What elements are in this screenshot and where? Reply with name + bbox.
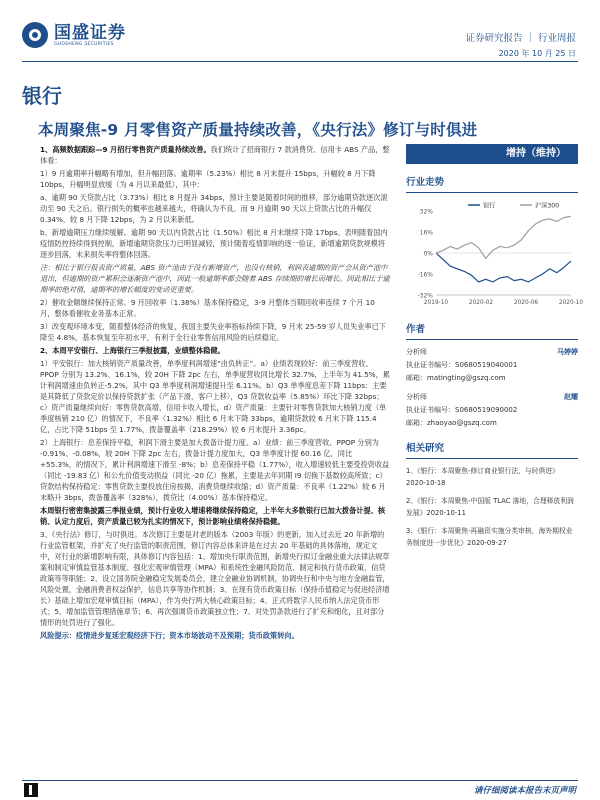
paragraph-1: 1、高频数据跟踪—9 月招行零售资产质量持续改善。我们统计了招商银行 7 款消费贷、信用卡 ABS 产品，整体看： xyxy=(40,145,390,165)
paragraph-5: 2）催收金额继续保持正常。9 月回收率（1.38%）基本保持稳定，3-9 月整体当期回收率连续 7 个月 10 月，整体看催收业务基本正常。 xyxy=(40,298,375,318)
related-divider xyxy=(406,458,578,459)
brand-logo xyxy=(22,22,126,48)
report-headline: 本周聚焦-9 月零售资产质量持续改善，《央行法》修订与时俱进 xyxy=(38,121,478,139)
analyst-2-cert: 执业证书编号：S0680519090002 xyxy=(406,406,518,414)
paragraph-7: 2、本周平安银行、上海银行三季报披露，业绩整体稳健。 xyxy=(40,346,225,355)
series-line-1 xyxy=(436,216,571,258)
report-date: 2020 年 10 月 25 日 xyxy=(498,49,576,58)
risk-paragraph: 风险提示：疫情进步复延宏观经济下行；资本市场波动不及预期；货币政策转向。 xyxy=(40,631,299,640)
page-header xyxy=(0,0,600,60)
logo-icon xyxy=(22,22,48,48)
related-title: 相关研究 xyxy=(406,443,445,454)
industry-title: 银行 xyxy=(22,84,62,108)
x-tick-label: 2020-06 xyxy=(513,300,539,306)
related-report-2[interactable]: 2、《银行：本周聚焦-中国版 TLAC 落地，合理释放利润发展》2020-10-11 xyxy=(406,497,574,517)
paragraph-4: b、新增逾期压力继续缓解。逾期 90 天以内贷款占比（1.50%）相比 8 月末继续下降 17bps。表明随着国内疫情防控持续得到控制，新增逾期贷款压力已明显减轻，预计随着疫情影响的逐一验证，新增逾期贷款规模将逐步回落，未来损失率将整体回落。 xyxy=(40,228,388,259)
authors-title: 作者 xyxy=(406,324,426,335)
rating-badge: 增持（维持） xyxy=(406,144,578,164)
analyst-1-email[interactable]: 邮箱：matingting@gszq.com xyxy=(406,374,506,382)
analyst-2 xyxy=(406,391,578,404)
y-tick-label: -16% xyxy=(417,271,433,279)
y-tick-label: 16% xyxy=(419,229,433,237)
trend-title: 行业走势 xyxy=(406,177,445,188)
series-line-0 xyxy=(436,253,571,282)
trend-divider xyxy=(406,192,578,193)
analyst-1-name: 马婷婷 xyxy=(557,348,578,356)
qr-code-icon xyxy=(24,783,38,797)
paragraph-6: 3）改变观环境本变，随着整体经济的恢复，我国主要失业率指标持续下降，9 月末 25-59 岁人员失业率已下降至 4.8%，基本恢复至年初水平，有利于全行业零售信用风险的后续稳定。 xyxy=(40,322,386,342)
paragraph-8: 1）平安银行：加大核销资产质量改善，单季度利润增速“由负转正”。a）业绩表现较好：前三季度营收、PPOP 分别为 13.2%、16.1%，较 20H 下降 2pc 左右，单季度营收同比增长 32.7%，上半年为 41.5%，累计利润增速由负转正-5.2%，其中 Q3 单季度利润增速提升至 6.11%。b）Q3 单季度息差下降 11bps：主要是其降低了贷款定价以保持贷款扩张（产品下滑，客户上移），Q3 贷款收益率（5.85%）环比下降 32bps；c）资产质量继续向好：零售贷款高增，信用卡收入增长，d）资产质量：主要针对零售贷款加大核销力度（单季度核销 210 亿）的情况下，不良率（1.32%）相比 6 月末下降 33bps，逾期贷款较 6 月末下降 115.4 亿，占比下降 51bps 至 1.77%，拨备覆盖率（218.29%）较 6 月末提升 3.36pc。 xyxy=(40,359,390,434)
x-tick-label: 2019-10 xyxy=(423,300,449,306)
analyst-1-role: 分析师 xyxy=(406,348,427,356)
legend-label-0: 银行 xyxy=(483,202,496,210)
related-report-1[interactable]: 1、《银行：本周聚焦-修订商业银行法，与时俱进》2020-10-18 xyxy=(406,467,559,487)
y-tick-label: 32% xyxy=(419,208,433,216)
y-tick-label: 0% xyxy=(423,250,433,258)
paragraph-3: a、逾期 90 天贷款占比（3.73%）相比 8 月提升 34bps，预计主要是随着时间的推移，部分逾期贷款逐次滚动至 90 天之后。银行损失的概率也越来越大，将确认为不良。而 9 月逾期 90 天以上贷款占比的升幅仅 0.34%，较 8 月下降 12bps，为 2 月以来新低。 xyxy=(40,193,388,224)
analyst-1 xyxy=(406,346,578,359)
analyst-2-email[interactable]: 邮箱：zhaoyao@gszq.com xyxy=(406,419,497,427)
industry-trend-chart xyxy=(406,199,584,311)
x-tick-label: 2020-02 xyxy=(468,300,494,306)
footer-disclaimer: 请仔细阅读本报告末页声明 xyxy=(473,786,576,796)
analyst-1-cert: 执业证书编号：S0680519040001 xyxy=(406,361,518,369)
paragraph-11: 3、《央行法》修订，与时俱进。本次修订主要是对老的版本（2003 年版）的更新，加入过去近 20 年新增的行业监管框架，并扩充了央行监管的职责范围，修订内容总体来讲是在过去 20 年基础的具体落地，规定文中，对行业的新增影响有限，具体修订内容包括：1、增加央行职责范围，新增央行拟订金融业重大法律法规草案和制定审慎监管基本制度、强化宏观审慎管理（MPA）和系统性金融风险防范、制定和执行货币政策、信贷政策等等职能；2、设立国务院金融稳定发展委员会，建立金融业协调机制，协调央行和中央与地方金融监管，风险处置，金融消费者权益保护，信息共享等协作机制；3、在现有货币政策目标（保持币值稳定与促进经济增长）基础上增加宏观审慎目标（MPA），作为央行两大核心政策目标；4、正式将数字人民币纳入法定货币形式；5、增加监管管理措施章节；6、再次强调货币政策独立性；7、对处罚条款进行了扩充和细化，且对部分情形的处罚进行了强化。 xyxy=(40,530,390,627)
report-type: 证券研究报告 ｜ 行业周报 xyxy=(465,33,576,44)
sidebar xyxy=(406,144,584,549)
paragraph-10: 本周银行密密集披露三季报业绩，预计行业收入增速将继续保持稳定，上半年大多数银行已加大拨备计提、核销、认定力度后，资产质量已较为扎实的情况下，预计影响业绩将保持稳健。 xyxy=(40,506,386,526)
paragraph-2: 1）9 月逾期率升幅略有增加，但升幅回落。逾期率（5.23%）相比 8 月末提升 15bps，升幅较 8 月下降 10bps，升幅明显放缓（为 4 月以来最低），其中： xyxy=(40,169,376,189)
footer-divider xyxy=(22,780,578,781)
y-tick-label: -32% xyxy=(417,292,433,300)
authors-divider xyxy=(406,339,578,340)
x-tick-label: 2020-10 xyxy=(558,300,584,306)
legend-label-1: 沪深300 xyxy=(535,202,560,210)
related-report-3[interactable]: 3、《银行：本周聚焦-再融资实施分类审核，海外期权业务制度进一步优化》2020-09-27 xyxy=(406,527,573,547)
brand-name-en: GUOSHENG SECURITIES xyxy=(54,41,114,47)
chart-svg xyxy=(406,199,584,311)
header-divider xyxy=(22,61,578,62)
paragraph-9: 2）上海银行：息差保持平稳，利润下滑主要是加大拨备计提力度。a）业绩：前三季度营收、PPOP 分别为 -0.91%、-0.08%，较 20H 下降 2pc 左右，拨备计提力度加大，Q3 单季度计提 60.16 亿，同比 +55.3%，的情况下，累计利润增速下滑至 -8%；b）息差保持平稳（1.77%），收入增速较低主要受投资收益（同比 -19.83 亿）和公允价值变动损益（同比 -20 亿）拖累，主要是去年同期 I9 切换下基数较高所致；c）贷款结构保持稳定：零售贷款主要投放住房按揭，消费贷继续收缩；d）资产质量：不良率（1.22%）较 6 月末略升 3bps，拨备覆盖率（328%），拨贷比（4.00%）基本保持稳定。 xyxy=(40,438,390,502)
main-content xyxy=(40,144,390,643)
analyst-2-role: 分析师 xyxy=(406,393,427,401)
brand-name: 国盛证券 xyxy=(54,22,126,43)
analyst-2-name: 赵耀 xyxy=(564,393,578,401)
note-paragraph: 注：相比于银行报表资产质量，ABS 资产池由于没有新增资产，也没有核销，利润表逾期的资产会从资产池中退出，但逾期的资产累积会逐渐资产池中，因此一般逾期率都会随着 ABS 存续期的增长而增长。因此相比于逾期率的绝对值，逾期率的增长幅度的变动更重要。 xyxy=(40,263,390,294)
